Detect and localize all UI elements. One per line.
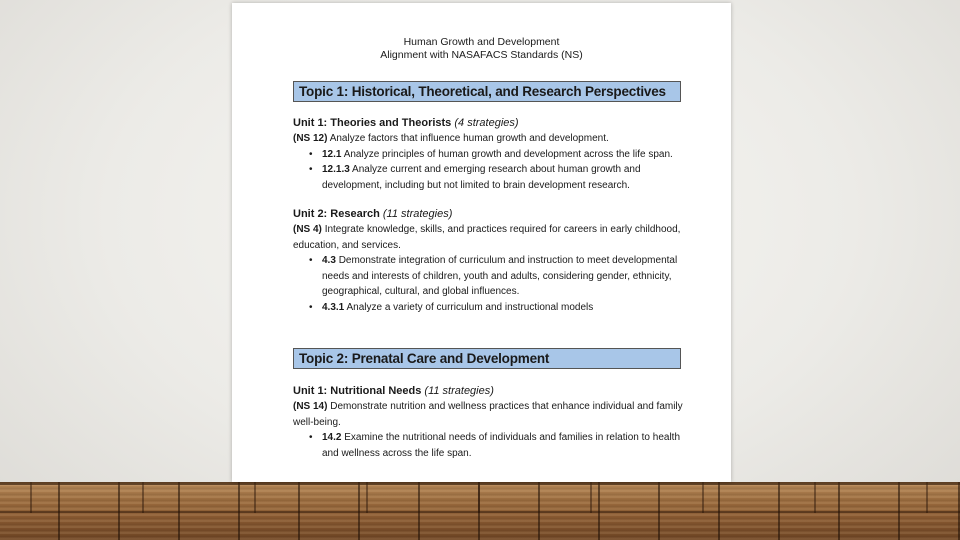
unit-strategy-count: (11 strategies) — [424, 385, 494, 397]
topic-2-heading: Topic 2: Prenatal Care and Development — [293, 348, 681, 369]
topic-1-unit-2-title — [293, 207, 731, 222]
topic-1-unit-1-title — [293, 116, 731, 131]
standard-text: Analyze factors that influence human growth and development. — [329, 133, 609, 144]
unit-title: Unit 1: Nutritional Needs — [293, 385, 422, 397]
topic-1-unit-1-standard — [293, 131, 693, 147]
unit-title: Unit 2: Research — [293, 208, 380, 220]
topic-2-unit-1-bullets — [309, 430, 689, 461]
standard-text: Integrate knowledge, skills, and practices required for careers in early childhood, education, and services. — [293, 224, 681, 251]
standard-code: (NS 12) — [293, 133, 328, 144]
unit-strategy-count: (11 strategies) — [382, 208, 453, 220]
unit-title: Unit 1: Theories and Theorists — [293, 117, 452, 129]
document-subtitle: Alignment with NASAFACS Standards (NS) — [380, 49, 583, 61]
document-title: Human Growth and Development — [403, 36, 560, 48]
topic-1-unit-1-bullets — [309, 147, 689, 194]
topic-1-heading: Topic 1: Historical, Theoretical, and Research Perspectives — [293, 81, 681, 102]
list-item: • 4.3.1 Analyze a variety of curriculum and instructional models — [309, 300, 689, 316]
standard-text: Demonstrate nutrition and wellness practices that enhance individual and family well-being. — [293, 401, 683, 428]
list-item: • 12.1 Analyze principles of human growth and development across the life span. — [309, 147, 689, 163]
list-item: • 4.3 Demonstrate integration of curriculum and instruction to meet developmental needs and interests of children, youth and adults, considering gender, ethnicity, geographical, cultural, and global influences. — [309, 253, 689, 300]
topic-1-unit-2-bullets — [309, 253, 689, 315]
standard-code: (NS 4) — [293, 224, 322, 235]
document-header — [232, 36, 731, 62]
unit-strategy-count: (4 strategies) — [454, 117, 519, 129]
topic-2-unit-1-standard — [293, 399, 693, 430]
topic-1-unit-2-standard — [293, 222, 693, 253]
list-item: • 14.2 Examine the nutritional needs of individuals and families in relation to health and wellness across the life span. — [309, 430, 689, 461]
topic-2-unit-1-title — [293, 384, 731, 399]
document-page — [232, 3, 731, 482]
list-item: • 12.1.3 Analyze current and emerging research about human growth and development, including but not limited to brain development research. — [309, 162, 689, 193]
standard-code: (NS 14) — [293, 401, 328, 412]
wood-floor-background — [0, 482, 960, 540]
